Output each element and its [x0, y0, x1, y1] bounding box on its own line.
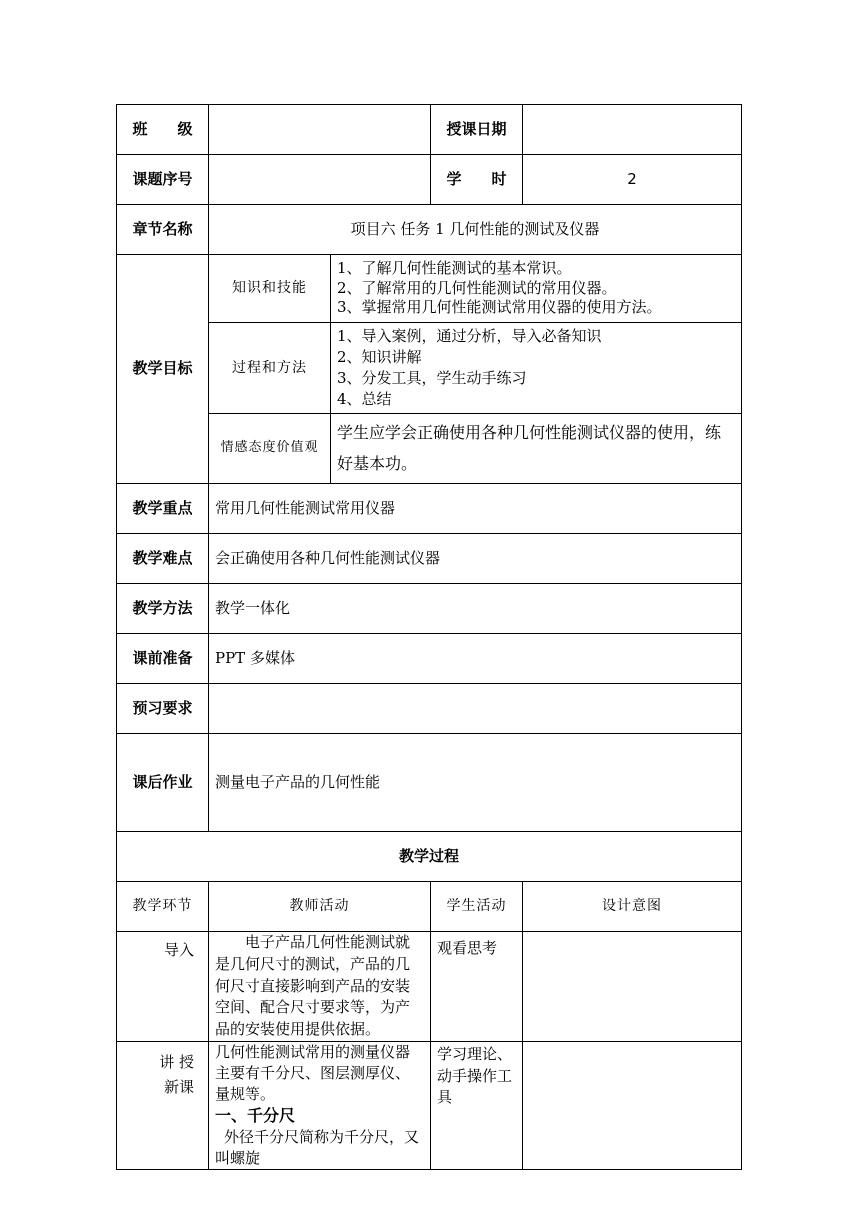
stage-new-lesson-line: 新课 [163, 1078, 194, 1097]
difficulty-value: 会正确使用各种几何性能测试仪器 [209, 534, 742, 584]
table-row [117, 1041, 742, 1169]
chapter-value: 项目六 任务 1 几何性能的测试及仪器 [209, 205, 742, 255]
student-activity-intro: 观看思考 [431, 932, 523, 1042]
process-label: 过程和方法 [209, 323, 331, 414]
stage-new-lesson-line: 讲 授 [159, 1052, 194, 1071]
knowledge-label: 知识和技能 [209, 255, 331, 323]
row-preview [117, 684, 742, 734]
key-point-label: 教学重点 [117, 484, 209, 534]
preview-label: 预习要求 [117, 684, 209, 734]
teacher-more-text: 外径千分尺简称为千分尺，又叫螺旋 [215, 1128, 420, 1168]
teacher-activity-new-lesson [209, 1041, 431, 1169]
difficulty-label: 教学难点 [117, 534, 209, 584]
process-item: 4、总结 [337, 390, 392, 408]
row-key-point [117, 484, 742, 534]
process-item: 1、导入案例，通过分析，导入必备知识 [337, 327, 602, 345]
row-objective-process [117, 323, 742, 414]
knowledge-item: 1、了解几何性能测试的基本常识。 [337, 259, 572, 278]
homework-value: 测量电子产品的几何性能 [209, 734, 742, 832]
preparation-value: PPT 多媒体 [209, 634, 742, 684]
student-activity-new-lesson: 学习理论、动手操作工具 [431, 1041, 523, 1169]
process-section-title: 教学过程 [117, 832, 742, 882]
preparation-label: 课前准备 [117, 634, 209, 684]
date-value [523, 105, 742, 155]
row-topic-number [117, 155, 742, 205]
class-value [209, 105, 431, 155]
topic-number-label: 课题序号 [117, 155, 209, 205]
column-header-student: 学生活动 [431, 882, 523, 932]
row-class [117, 105, 742, 155]
column-header-intent: 设计意图 [523, 882, 742, 932]
teacher-activity-intro: 电子产品几何性能测试就是几何尺寸的测试，产品的几何尺寸直接影响到产品的安装空间、配合尺寸要求等，为产品的安装使用提供依据。 [209, 932, 431, 1042]
date-label: 授课日期 [431, 105, 523, 155]
column-header-teacher: 教师活动 [209, 882, 431, 932]
chapter-label: 章节名称 [117, 205, 209, 255]
lesson-plan-table [116, 104, 742, 1170]
row-preparation [117, 634, 742, 684]
topic-number-value [209, 155, 431, 205]
class-label: 班 级 [117, 105, 209, 155]
row-process-headers [117, 882, 742, 932]
homework-label: 课后作业 [117, 734, 209, 832]
objectives-label: 教学目标 [117, 255, 209, 484]
emotion-text: 学生应学会正确使用各种几何性能测试仪器的使用，练好基本功。 [331, 414, 742, 484]
process-item: 3、分发工具，学生动手练习 [337, 369, 527, 387]
hours-value: 2 [523, 155, 742, 205]
process-items [331, 323, 742, 414]
teacher-intro-text: 几何性能测试常用的测量仪器主要有千分尺、图层测厚仪、量规等。 [215, 1042, 411, 1103]
intent-intro [523, 932, 742, 1042]
preview-value [209, 684, 742, 734]
row-objective-emotion [117, 414, 742, 484]
row-difficulty [117, 534, 742, 584]
row-chapter [117, 205, 742, 255]
row-process-title [117, 832, 742, 882]
knowledge-items [331, 255, 742, 323]
hours-label: 学 时 [431, 155, 523, 205]
emotion-label: 情感态度价值观 [209, 414, 331, 484]
intent-new-lesson [523, 1041, 742, 1169]
method-value: 教学一体化 [209, 584, 742, 634]
stage-new-lesson [117, 1041, 209, 1169]
method-label: 教学方法 [117, 584, 209, 634]
row-method [117, 584, 742, 634]
teacher-section-heading: 一、千分尺 [215, 1105, 296, 1125]
process-item: 2、知识讲解 [337, 348, 422, 366]
column-header-stage: 教学环节 [117, 882, 209, 932]
row-homework [117, 734, 742, 832]
row-objective-knowledge [117, 255, 742, 323]
key-point-value: 常用几何性能测试常用仪器 [209, 484, 742, 534]
table-row [117, 932, 742, 1042]
stage-intro: 导入 [117, 932, 209, 1042]
knowledge-item: 3、掌握常用几何性能测试常用仪器的使用方法。 [337, 298, 662, 317]
knowledge-item: 2、了解常用的几何性能测试的常用仪器。 [337, 278, 617, 297]
